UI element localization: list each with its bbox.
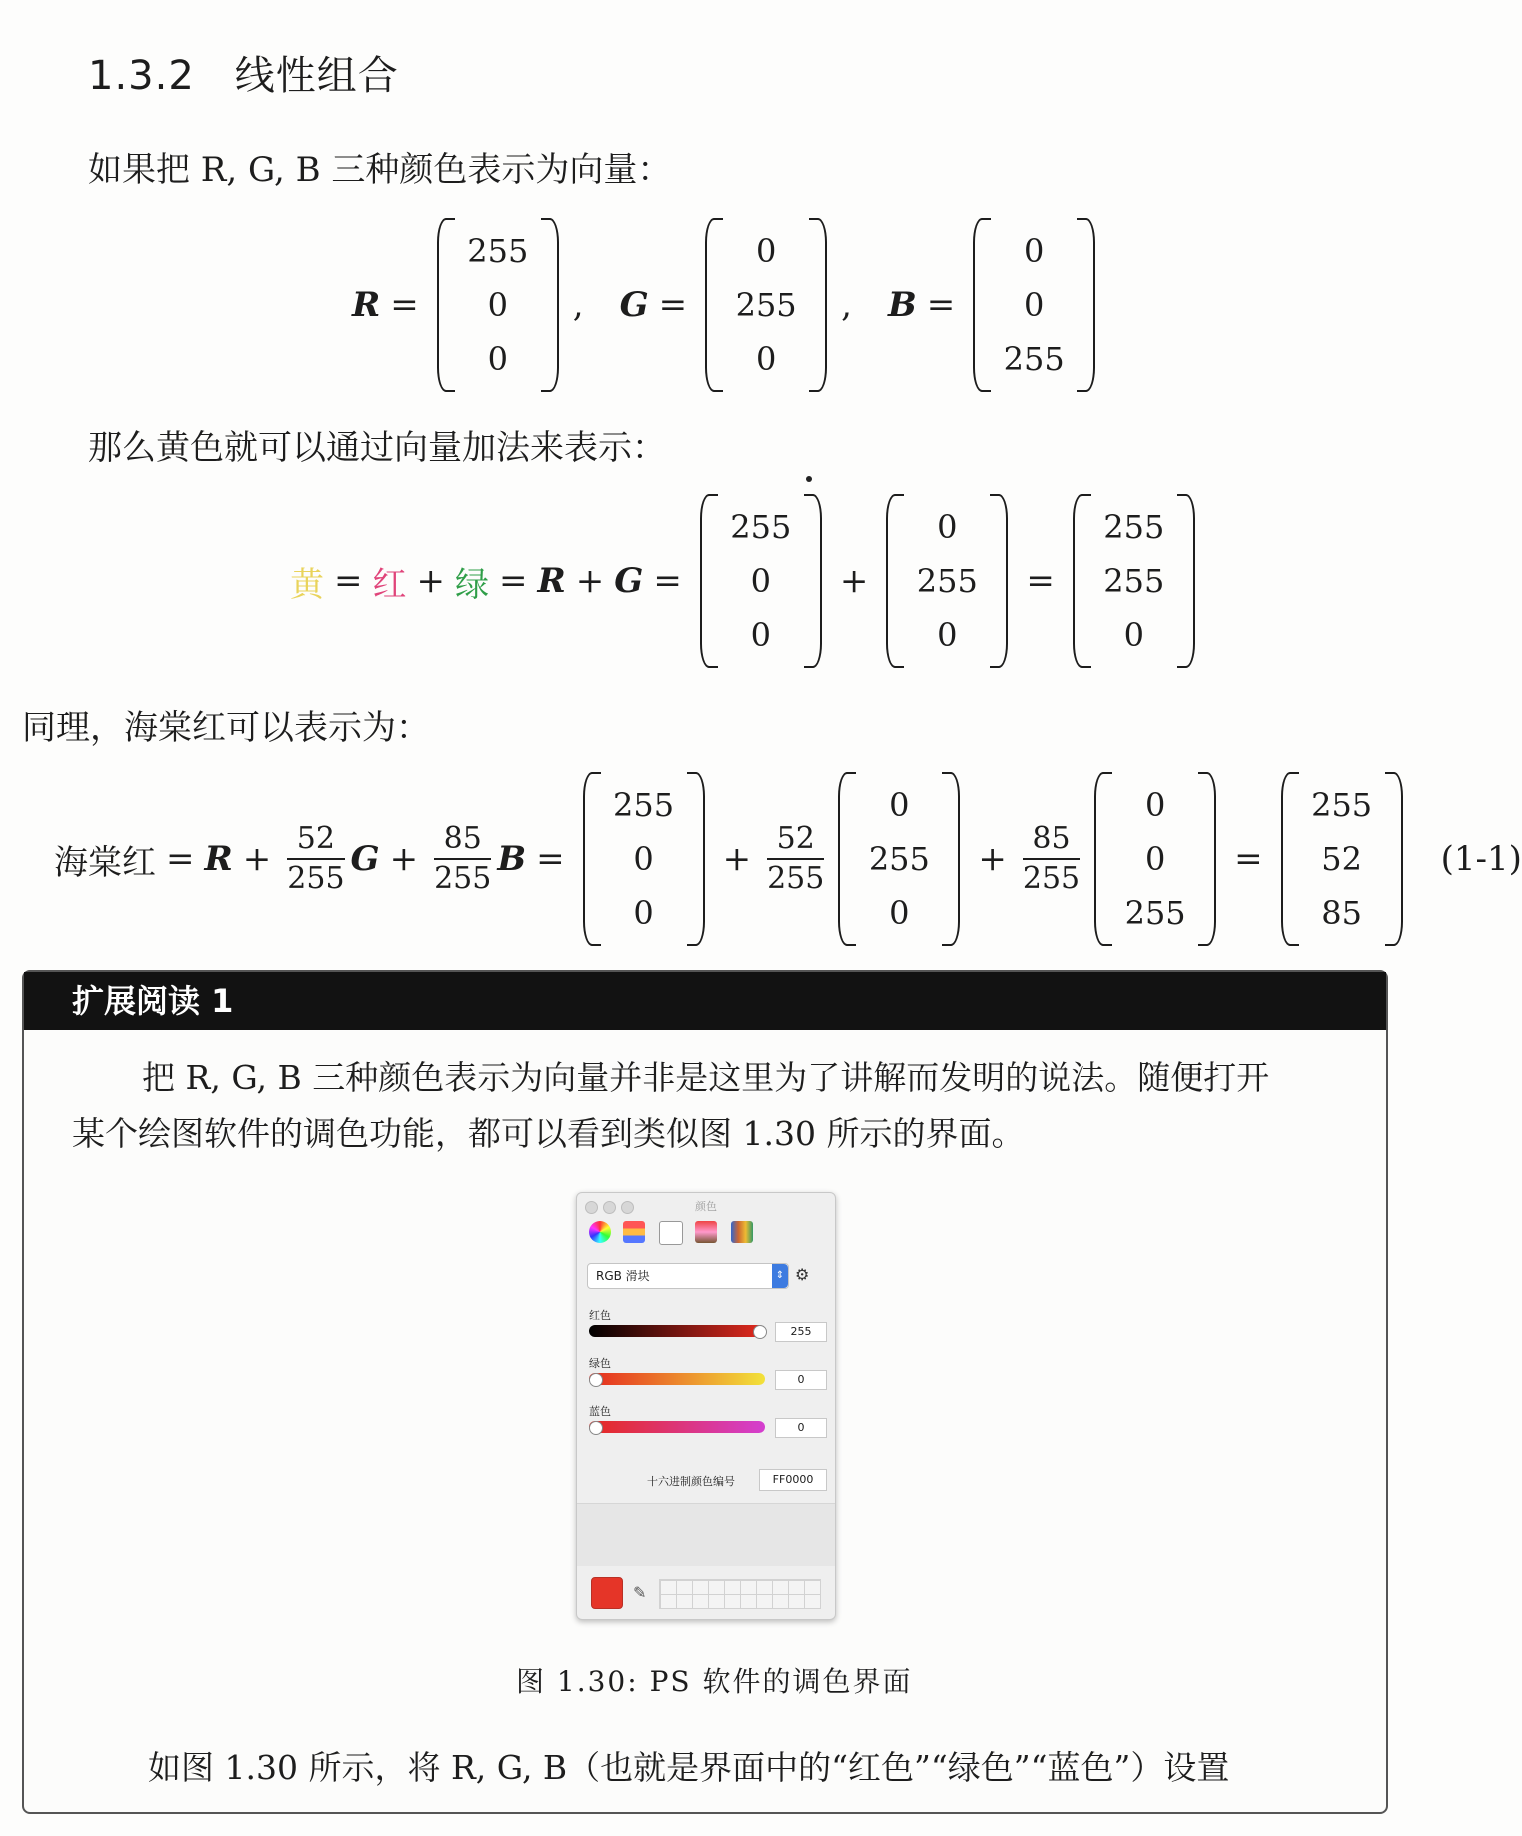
image-palette-icon[interactable]	[695, 1221, 717, 1243]
equals-sign: =	[926, 285, 956, 325]
var-b: B	[887, 285, 917, 325]
vector-cell: 255	[1103, 562, 1165, 600]
vector-cell: 255	[916, 562, 978, 600]
numerator: 52	[776, 820, 815, 856]
equals-sign: =	[653, 561, 682, 601]
var-g: G	[614, 561, 644, 601]
intro-text: 如果把 R, G, B 三种颜色表示为向量：	[88, 150, 672, 190]
mode-select-value: RGB 滑块	[596, 1269, 650, 1283]
var-r: R	[204, 839, 233, 879]
vector-cell: 0	[633, 894, 654, 932]
picker-empty-area	[577, 1503, 835, 1566]
green-slider-knob[interactable]	[589, 1373, 603, 1387]
green-slider[interactable]	[589, 1373, 765, 1385]
equals-sign: =	[166, 839, 195, 879]
plus-sign: +	[839, 561, 869, 601]
vector-r	[437, 218, 559, 392]
fraction-52-255	[767, 822, 824, 897]
vector-cell: 0	[755, 340, 777, 378]
vector-cell: 0	[937, 616, 958, 654]
vector-cell: 85	[1321, 894, 1362, 932]
box-title: 扩展阅读 1	[72, 982, 234, 1020]
box-paragraph-2: 如图 1.30 所示，将 R, G, B（也就是界面中的“红色”“绿色”“蓝色”）设置	[148, 1748, 1230, 1787]
vector-g	[705, 218, 827, 392]
denominator: 255	[1022, 861, 1081, 896]
red-slider[interactable]	[589, 1325, 765, 1337]
equals-sign: =	[334, 561, 363, 601]
equals-sign: =	[536, 839, 565, 879]
yellow-text: 那么黄色就可以通过向量加法来表示：	[88, 428, 666, 468]
vector-cell: 255	[613, 786, 675, 824]
plus-sign: +	[978, 839, 1007, 879]
vector-crabapple	[1281, 772, 1403, 946]
window-title: 颜色	[695, 1200, 717, 1213]
vector-cell: 52	[1321, 840, 1362, 878]
green-label: 绿色	[589, 1357, 611, 1370]
vector-b	[1094, 772, 1216, 946]
blue-label: 蓝色	[589, 1405, 611, 1418]
plus-sign: +	[242, 839, 272, 879]
plus-sign: +	[389, 839, 419, 879]
vector-cell: 0	[1024, 232, 1045, 270]
vector-cell: 0	[487, 340, 508, 378]
vector-cell: 0	[889, 786, 910, 824]
vector-red	[700, 494, 822, 668]
denominator: 255	[287, 861, 345, 896]
equals-sign: =	[1234, 839, 1263, 879]
section-title: 线性组合	[234, 53, 399, 99]
plus-sign: +	[575, 561, 605, 601]
section-number: 1.3.2	[88, 53, 195, 99]
yellow-word: 黄	[290, 564, 324, 605]
crabapple-word: 海棠红	[54, 842, 156, 883]
denominator: 255	[767, 861, 825, 896]
numerator: 52	[296, 820, 335, 856]
rgb-vectors-equation	[352, 218, 1103, 392]
palette-icon[interactable]	[659, 1221, 683, 1245]
vector-cell: 255	[1311, 786, 1373, 824]
red-word: 红	[372, 564, 407, 605]
yellow-equation	[290, 494, 1203, 668]
vector-cell: 0	[1024, 286, 1045, 324]
var-b: B	[497, 839, 527, 879]
vector-yellow	[1073, 494, 1195, 668]
gear-icon[interactable]: ⚙	[795, 1265, 810, 1284]
stray-dot	[806, 476, 812, 482]
var-r: R	[352, 285, 381, 325]
vector-cell: 255	[1003, 340, 1065, 378]
fraction-85-255	[434, 822, 491, 897]
plus-sign: +	[722, 839, 752, 879]
red-slider-knob[interactable]	[753, 1325, 767, 1339]
fraction-52-255	[287, 822, 344, 897]
vector-cell: 0	[487, 286, 508, 324]
equals-sign: =	[390, 285, 419, 325]
vector-cell: 0	[889, 894, 910, 932]
chevron-updown-icon: ⇕	[772, 1264, 788, 1288]
vector-cell: 0	[750, 616, 771, 654]
blue-slider-knob[interactable]	[589, 1421, 603, 1435]
vector-cell: 255	[1103, 508, 1165, 546]
vector-cell: 0	[633, 840, 654, 878]
current-color-swatch[interactable]	[591, 1577, 623, 1609]
var-g: G	[619, 285, 649, 325]
plus-sign: +	[416, 561, 445, 601]
green-value-field[interactable]: 0	[775, 1370, 827, 1390]
vector-cell: 0	[750, 562, 771, 600]
equals-sign: =	[499, 561, 528, 601]
saved-colors-grid[interactable]	[659, 1579, 821, 1609]
vector-cell: 0	[1144, 840, 1166, 878]
numerator: 85	[1032, 820, 1071, 856]
blue-slider[interactable]	[589, 1421, 765, 1433]
box-header	[24, 972, 1386, 1030]
red-value-field[interactable]: 255	[775, 1322, 827, 1342]
vector-cell: 255	[868, 840, 930, 878]
vector-cell: 0	[1123, 616, 1144, 654]
crabapple-equation	[54, 772, 1522, 946]
fraction-85-255	[1023, 822, 1080, 897]
hex-label: 十六进制颜色编号	[647, 1475, 735, 1488]
section-heading	[88, 44, 399, 101]
vector-cell: 255	[1124, 894, 1186, 932]
crayons-icon[interactable]	[731, 1221, 753, 1243]
color-picker-window	[576, 1192, 836, 1620]
vector-cell: 255	[730, 508, 792, 546]
mode-select[interactable]	[587, 1263, 789, 1289]
crabapple-text: 同理，海棠红可以表示为：	[22, 708, 430, 748]
var-r: R	[537, 561, 566, 601]
equals-sign: =	[1026, 561, 1055, 601]
blue-value-field[interactable]: 0	[775, 1418, 827, 1438]
vector-cell: 0	[755, 232, 777, 270]
numerator: 85	[443, 820, 482, 856]
separator-comma: ,	[572, 285, 584, 325]
vector-cell: 255	[735, 286, 797, 324]
vector-cell: 255	[467, 232, 529, 270]
sliders-icon[interactable]	[623, 1221, 645, 1243]
equals-sign: =	[658, 285, 688, 325]
denominator: 255	[434, 861, 492, 896]
vector-g	[838, 772, 960, 946]
green-word: 绿	[455, 564, 489, 605]
vector-r	[583, 772, 705, 946]
eyedropper-icon[interactable]: ✎	[633, 1583, 647, 1602]
vector-b	[973, 218, 1095, 392]
hex-value-field[interactable]: FF0000	[759, 1469, 827, 1491]
vector-cell: 0	[1144, 786, 1166, 824]
var-g: G	[350, 839, 380, 879]
equation-tag: (1-1)	[1440, 839, 1522, 879]
vector-cell: 0	[937, 508, 958, 546]
separator-comma: ,	[841, 285, 852, 325]
box-paragraph-line2: 某个绘图软件的调色功能，都可以看到类似图 1.30 所示的界面。	[72, 1114, 1025, 1153]
box-paragraph-line1: 把 R, G, B 三种颜色表示为向量并非是这里为了讲解而发明的说法。随便打开	[142, 1058, 1270, 1097]
vector-green	[886, 494, 1008, 668]
red-label: 红色	[589, 1309, 611, 1322]
figure-caption: 图 1.30: PS 软件的调色界面	[516, 1665, 913, 1698]
color-wheel-icon[interactable]	[589, 1221, 611, 1243]
